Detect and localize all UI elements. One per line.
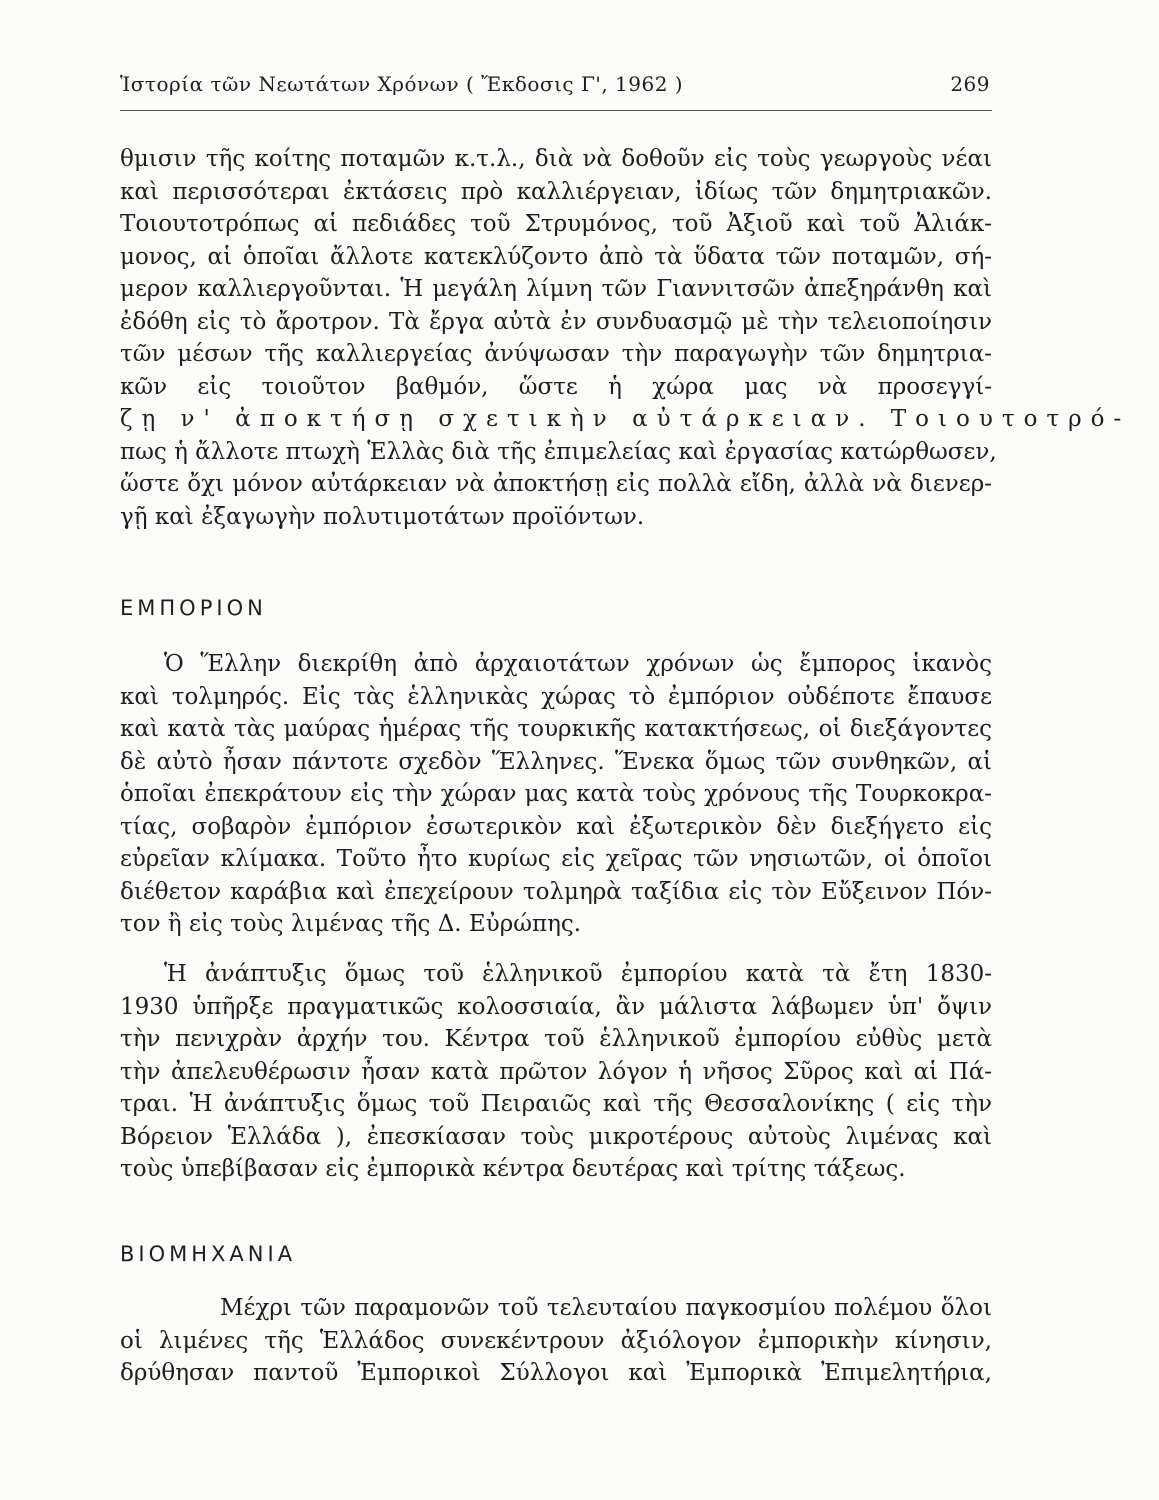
text-line: γῇ καὶ ἐξαγωγὴν πολυτιμοτάτων προϊόντων.	[120, 503, 645, 530]
text-line: τον ἢ εἰς τοὺς λιμένας τῆς Δ. Εὐρώπης.	[120, 911, 582, 937]
text-line: διέθετον καράβια καὶ ἐπεχείρουν τολμηρὰ ταξίδια εἰς τὸν Εὔξεινον Πόν-	[120, 878, 992, 905]
text-line: Τοιουτοτρόπως αἱ πεδιάδες τοῦ Στρυμόνος, τοῦ Ἀξιοῦ καὶ τοῦ Ἀλιάκ-	[120, 211, 992, 237]
text-line: θμισιν τῆς κοίτης ποταμῶν κ.τ.λ., διὰ νὰ δοθοῦν εἰς τοὺς γεωργοὺς νέαι	[120, 146, 992, 172]
text-line: τραι. Ἡ ἀνάπτυξις ὅμως τοῦ Πειραιῶς καὶ τῆς Θεσσαλονίκης ( εἰς τὴν	[120, 1091, 992, 1117]
header-rule	[120, 110, 992, 111]
text-line: ὁποῖαι ἐπεκράτουν εἰς τὴν χώραν μας κατὰ τοὺς χρόνους τῆς Τουρκοκρα-	[120, 781, 992, 807]
running-head	[120, 72, 990, 104]
text-line: Βόρειον Ἑλλάδα ), ἐπεσκίασαν τοὺς μικροτέρους αὐτοὺς λιμένας καὶ	[120, 1123, 992, 1150]
page-number: 269	[950, 72, 990, 96]
text-line: Ἡ ἀνάπτυξις ὅμως τοῦ ἑλληνικοῦ ἐμπορίου κατὰ τὰ ἔτη 1830-	[164, 961, 992, 987]
emporion-paragraph-2	[120, 958, 992, 1186]
text-line: οἱ λιμένες τῆς Ἑλλάδος συνεκέντρουν ἀξιόλογον ἐμπορικὴν κίνησιν,	[120, 1327, 992, 1354]
text-line: ὥστε ὄχι μόνον αὐτάρκειαν νὰ ἀποκτήσῃ εἰς πολλὰ εἴδη, ἀλλὰ νὰ διενερ-	[120, 471, 992, 497]
text-line: Ὁ Ἕλλην διεκρίθη ἀπὸ ἀρχαιοτάτων χρόνων ὡς ἔμπορος ἱκανὸς	[164, 651, 992, 677]
text-line: τὴν ἀπελευθέρωσιν ἦσαν κατὰ πρῶτον λόγον ἡ νῆσος Σῦρος καὶ αἱ Πά-	[120, 1058, 992, 1085]
text-line: καὶ τολμηρός. Εἰς τὰς ἑλληνικὰς χώρας τὸ ἐμπόριον οὐδέποτε ἔπαυσε	[120, 683, 992, 710]
text-line: τοὺς ὑπεβίβασαν εἰς ἐμπορικὰ κέντρα δευτέρας καὶ τρίτης τάξεως.	[120, 1156, 906, 1182]
text-line: τῶν μέσων τῆς καλλιεργείας ἀνύψωσαν τὴν παραγωγὴν τῶν δημητρια-	[120, 341, 992, 367]
text-line: δὲ αὐτὸ ἦσαν πάντοτε σχεδὸν Ἕλληνες. Ἕνεκα ὅμως τῶν συνθηκῶν, αἱ	[120, 748, 992, 775]
section-heading-viomichania: ΒΙΟΜΗΧΑΝΙΑ	[120, 1242, 297, 1266]
text-line: εὐρεῖαν κλίμακα. Τοῦτο ἦτο κυρίως εἰς χεῖρας τῶν νησιωτῶν, οἱ ὁποῖοι	[120, 846, 992, 872]
text-line: δρύθησαν παντοῦ Ἐμπορικοὶ Σύλλογοι καὶ Ἐμπορικὰ Ἐπιμελητήρια,	[120, 1360, 992, 1386]
body-paragraph-1	[120, 143, 1131, 533]
text-line: καὶ κατὰ τὰς μαύρας ἡμέρας τῆς τουρκικῆς κατακτήσεως, οἱ διεξάγοντες	[120, 716, 992, 742]
text-line: τίας, σοβαρὸν ἐμπόριον ἐσωτερικὸν καὶ ἐξωτερικὸν δὲν διεξήγετο εἰς	[120, 813, 992, 840]
text-line: 1930 ὑπῆρξε πραγματικῶς κολοσσιαία, ἂν μάλιστα λάβωμεν ὑπ' ὄψιν	[120, 993, 992, 1020]
text-line: καὶ περισσότεραι ἐκτάσεις πρὸ καλλιέργειαν, ἰδίως τῶν δημητριακῶν.	[120, 178, 992, 205]
text-line: μερον καλλιεργοῦνται. Ἡ μεγάλη λίμνη τῶν Γιαννιτσῶν ἀπεξηράνθη καὶ	[120, 276, 992, 302]
text-line-spaced: ζῃ ν' ἀποκτήσῃ σχετικὴν αὐτάρκειαν. Τοιουτοτρό-	[120, 406, 1131, 432]
text-line: τὴν πενιχρὰν ἀρχήν του. Κέντρα τοῦ ἑλληνικοῦ ἐμπορίου εὐθὺς μετὰ	[120, 1026, 992, 1052]
text-line: κῶν εἰς τοιοῦτον βαθμόν, ὥστε ἡ χώρα μας νὰ προσεγγί-	[120, 373, 992, 400]
text-line: Μέχρι τῶν παραμονῶν τοῦ τελευταίου παγκοσμίου πολέμου ὅλοι	[220, 1295, 992, 1321]
viomichania-paragraph-1	[120, 1292, 992, 1390]
text-line: ἐδόθη εἰς τὸ ἄροτρον. Τὰ ἔργα αὐτὰ ἐν συνδυασμῷ μὲ τὴν τελειοποίησιν	[120, 308, 992, 335]
section-heading-emporion: ΕΜΠΟΡΙΟΝ	[120, 596, 267, 620]
text-line: μονος, αἱ ὁποῖαι ἄλλοτε κατεκλύζοντο ἀπὸ τὰ ὕδατα τῶν ποταμῶν, σή-	[120, 243, 992, 270]
running-head-title: Ἱστορία τῶν Νεωτάτων Χρόνων ( Ἔκδοσις Γ', 1962 )	[120, 72, 684, 96]
text-line: πως ἡ ἄλλοτε πτωχὴ Ἑλλὰς διὰ τῆς ἐπιμελείας καὶ ἐργασίας κατώρθωσεν,	[120, 438, 997, 465]
emporion-paragraph-1	[120, 648, 992, 941]
